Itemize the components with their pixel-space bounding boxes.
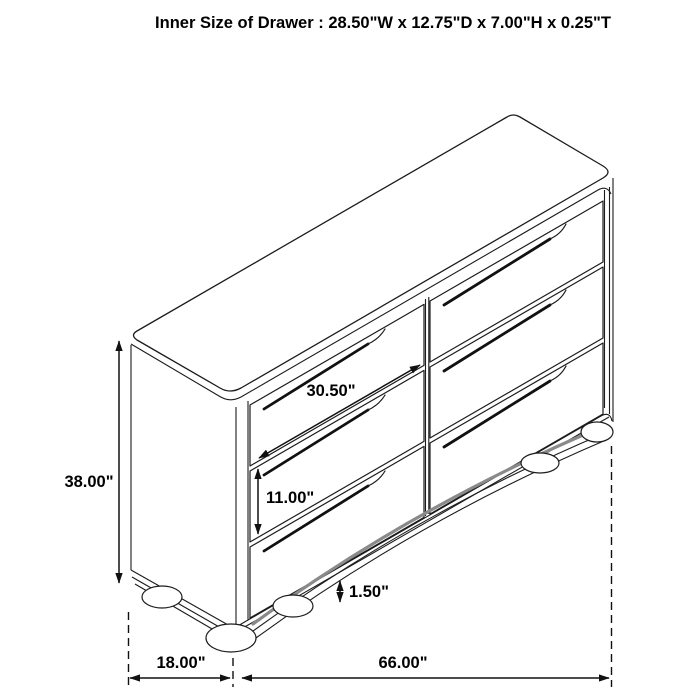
base-clearance-dimension-label: 1.50" — [349, 583, 389, 601]
width-dimension-label: 66.00" — [378, 654, 428, 672]
foot-front-left — [206, 624, 256, 652]
dresser-drawing — [131, 115, 613, 652]
foot-front-mid-right — [521, 453, 559, 473]
foot-front-mid-left — [273, 595, 313, 617]
dimension-depth — [130, 654, 230, 678]
foot-front-right — [581, 422, 613, 442]
drawer-width-dimension-label: 30.50" — [306, 382, 356, 400]
page-title: Inner Size of Drawer : 28.50"W x 12.75"D x 7.00"H x 0.25"T — [155, 14, 611, 32]
dimension-base-clearance — [340, 581, 389, 602]
height-dimension-label: 38.00" — [64, 473, 114, 491]
drawer-height-dimension-label: 11.00" — [266, 489, 315, 507]
foot-back-left — [142, 586, 182, 608]
dimension-height — [64, 341, 119, 583]
depth-dimension-label: 18.00" — [156, 654, 206, 672]
dimension-width — [242, 654, 609, 678]
